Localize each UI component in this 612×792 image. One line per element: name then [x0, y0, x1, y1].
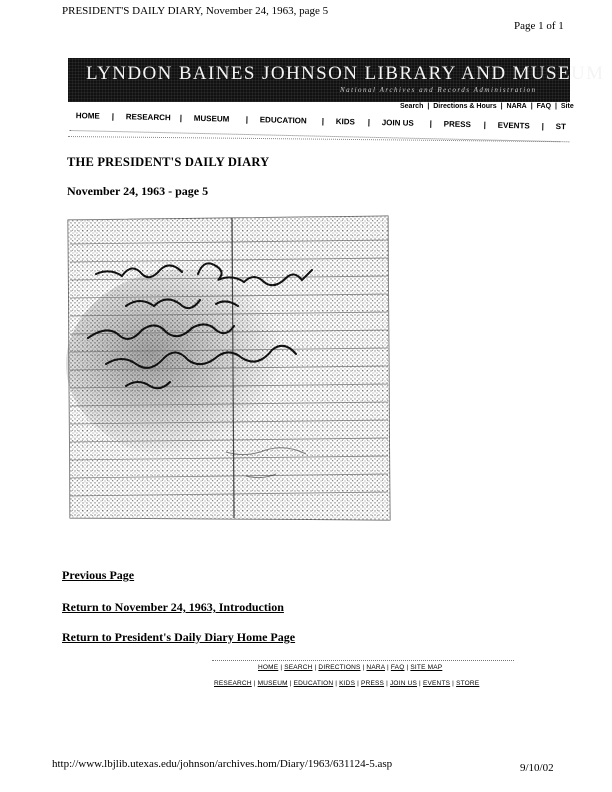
nav-separator: |: [541, 121, 545, 131]
nav-separator: |: [179, 113, 183, 123]
return-home-link[interactable]: Return to President's Daily Diary Home Page: [62, 630, 296, 644]
nav-join-us[interactable]: JOIN US: [381, 118, 414, 128]
nav-museum[interactable]: MUSEUM: [193, 113, 230, 124]
footer-link-press[interactable]: PRESS: [361, 680, 385, 687]
nav-store-truncated[interactable]: ST: [555, 122, 567, 132]
footer-link-store[interactable]: STORE: [456, 680, 480, 687]
util-link-nara[interactable]: NARA: [506, 103, 527, 110]
footer-link-directions[interactable]: DIRECTIONS: [318, 664, 361, 671]
print-footer-date: 9/10/02: [520, 762, 554, 774]
nav-kids[interactable]: KIDS: [335, 117, 355, 127]
nav-press[interactable]: PRESS: [443, 119, 471, 130]
nav-separator: |: [367, 117, 371, 127]
footer-link-join-us[interactable]: JOIN US: [389, 680, 418, 687]
util-separator: |: [530, 103, 533, 110]
footer-divider: [212, 660, 514, 661]
nav-research[interactable]: RESEARCH: [125, 112, 171, 123]
nav-separator: |: [245, 114, 249, 125]
page-subtitle: November 24, 1963 - page 5: [67, 184, 209, 198]
nav-education[interactable]: EDUCATION: [259, 115, 307, 126]
diary-page-scan: [66, 214, 392, 524]
footer-links-row-1: HOME | SEARCH | DIRECTIONS | NARA | FAQ | SITE MAP: [258, 664, 443, 671]
footer-link-nara[interactable]: NARA: [366, 664, 385, 671]
footer-link-home[interactable]: HOME: [258, 664, 279, 671]
banner-subtitle: National Archives and Records Administration: [340, 86, 537, 94]
util-link-search[interactable]: Search: [400, 103, 424, 110]
nav-separator: |: [111, 111, 115, 122]
print-header-title: PRESIDENT'S DAILY DIARY, November 24, 1963, page 5: [62, 5, 329, 17]
nav-separator: |: [429, 119, 433, 129]
footer-link-events[interactable]: EVENTS: [422, 680, 451, 687]
footer-link-museum[interactable]: MUSEUM: [257, 680, 288, 687]
util-separator: |: [554, 103, 557, 110]
footer-link-research[interactable]: RESEARCH: [214, 680, 252, 687]
site-banner[interactable]: [68, 58, 605, 102]
util-link-directions[interactable]: Directions & Hours: [433, 103, 497, 110]
utility-links: [400, 103, 574, 110]
page-title: THE PRESIDENT'S DAILY DIARY: [67, 155, 270, 169]
footer-link-kids[interactable]: KIDS: [339, 680, 356, 687]
nav-home[interactable]: HOME: [75, 111, 100, 121]
util-link-site[interactable]: Site: [560, 103, 574, 110]
util-link-faq[interactable]: FAQ: [536, 103, 552, 110]
footer-link-site-map[interactable]: SITE MAP: [410, 664, 443, 671]
previous-page-link[interactable]: Previous Page: [62, 568, 135, 582]
footer-link-faq[interactable]: FAQ: [390, 664, 405, 671]
footer-link-search[interactable]: SEARCH: [284, 664, 313, 671]
footer-link-education[interactable]: EDUCATION: [293, 680, 334, 687]
print-footer-url: http://www.lbjlib.utexas.edu/johnson/archives.hom/Diary/1963/631124-5.asp: [52, 758, 393, 770]
nav-separator: |: [483, 120, 487, 130]
banner-title: LYNDON BAINES JOHNSON LIBRARY AND MUSEUM: [86, 63, 605, 84]
nav-separator: |: [321, 116, 325, 126]
return-intro-link[interactable]: Return to November 24, 1963, Introduction: [62, 600, 284, 614]
footer-links-row-2: RESEARCH | MUSEUM | EDUCATION | KIDS | PRESS | JOIN US | EVENTS | STORE: [214, 680, 480, 687]
util-separator: |: [500, 103, 503, 110]
util-separator: |: [427, 103, 430, 110]
nav-events[interactable]: EVENTS: [497, 120, 530, 131]
print-page-count: Page 1 of 1: [514, 20, 564, 32]
